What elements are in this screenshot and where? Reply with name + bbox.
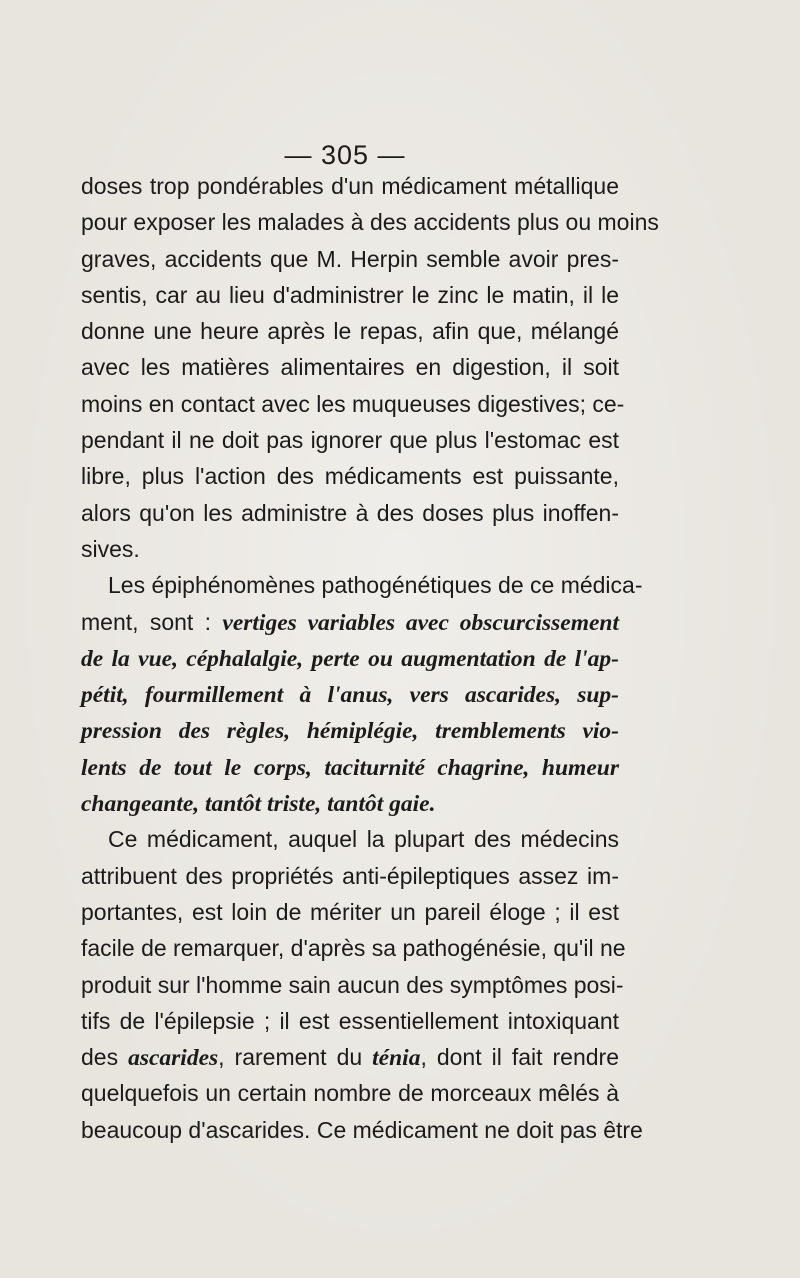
text-line — [81, 1075, 619, 1111]
text-line — [81, 785, 619, 821]
italic-run: changeante, tantôt triste, tantôt gaie. — [81, 791, 436, 818]
text-line — [81, 349, 619, 385]
text-run: alors qu'on les administre à des doses plus inoffen- — [81, 499, 619, 526]
text-line — [81, 1039, 619, 1075]
text-run: produit sur l'homme sain aucun des symptômes posi- — [81, 971, 624, 998]
text-line — [81, 495, 619, 531]
body-text — [81, 168, 659, 1148]
text-run: sentis, car au lieu d'administrer le zinc le matin, il le — [81, 281, 619, 308]
text-line — [81, 676, 619, 712]
text-run: pendant il ne doit pas ignorer que plus l'estomac est — [81, 427, 619, 454]
text-line — [81, 531, 619, 567]
italic-run: ascarides — [128, 1045, 219, 1072]
text-line — [81, 386, 625, 422]
text-run: doses trop pondérables d'un médicament métallique — [81, 173, 619, 199]
text-line — [81, 313, 619, 349]
text-line — [81, 712, 619, 748]
text-run: pour exposer les malades à des accidents plus ou moins — [81, 209, 659, 236]
italic-run: pression des règles, hémiplégie, tremblements vio- — [81, 718, 619, 745]
text-line — [81, 749, 619, 785]
text-line — [81, 1112, 643, 1148]
text-run: libre, plus l'action des médicaments est puissante, — [81, 463, 619, 490]
page-number: — 305 — — [284, 140, 406, 170]
text-run: graves, accidents que M. Herpin semble avoir pres- — [81, 245, 619, 272]
text-run: Ce médicament, auquel la plupart des médecins — [108, 826, 619, 853]
text-line — [81, 1003, 619, 1039]
text-run: moins en contact avec les muqueuses digestives; ce- — [81, 390, 625, 417]
italic-run: lents de tout le corps, taciturnité chagrine, humeur — [81, 754, 619, 781]
text-line — [81, 858, 619, 894]
italic-run: vertiges variables avec obscurcissement — [222, 609, 620, 636]
text-run: , dont il fait rendre — [420, 1044, 619, 1071]
text-line — [81, 204, 659, 240]
text-run: beaucoup d'ascarides. Ce médicament ne doit pas être — [81, 1116, 643, 1143]
text-run: facile de remarquer, d'après sa pathogénésie, qu'il ne — [81, 935, 626, 962]
italic-run: pétit, fourmillement à l'anus, vers ascarides, sup- — [81, 682, 619, 709]
text-run: quelquefois un certain nombre de morceaux mêlés à — [81, 1080, 619, 1107]
text-run: tifs de l'épilepsie ; il est essentiellement intoxiquant — [81, 1007, 619, 1034]
text-line — [81, 604, 619, 640]
italic-run: ténia — [372, 1045, 421, 1072]
text-line — [81, 894, 619, 930]
text-line — [81, 640, 619, 676]
text-run: attribuent des propriétés anti-épileptiques assez im- — [81, 862, 619, 889]
text-run: des — [81, 1044, 129, 1071]
text-run: avec les matières alimentaires en digestion, il soit — [81, 354, 619, 381]
text-line — [81, 277, 619, 313]
text-run: portantes, est loin de mériter un pareil éloge ; il est — [81, 898, 619, 925]
text-line — [81, 422, 619, 458]
text-line — [81, 241, 619, 277]
text-line — [81, 458, 619, 494]
text-run: Les épiphénomènes pathogénétiques de ce médica- — [108, 572, 643, 599]
text-line — [81, 567, 643, 603]
text-run: donne une heure après le repas, afin que, mélangé — [81, 318, 619, 345]
text-line — [81, 821, 619, 857]
text-line — [81, 168, 619, 204]
text-run: , rarement du — [218, 1044, 373, 1071]
text-line — [81, 930, 626, 966]
text-line — [81, 967, 624, 1003]
italic-run: de la vue, céphalalgie, perte ou augmentation de l'ap- — [81, 645, 619, 672]
text-run: ment, sont : — [81, 608, 223, 635]
text-run: sives. — [81, 535, 140, 562]
